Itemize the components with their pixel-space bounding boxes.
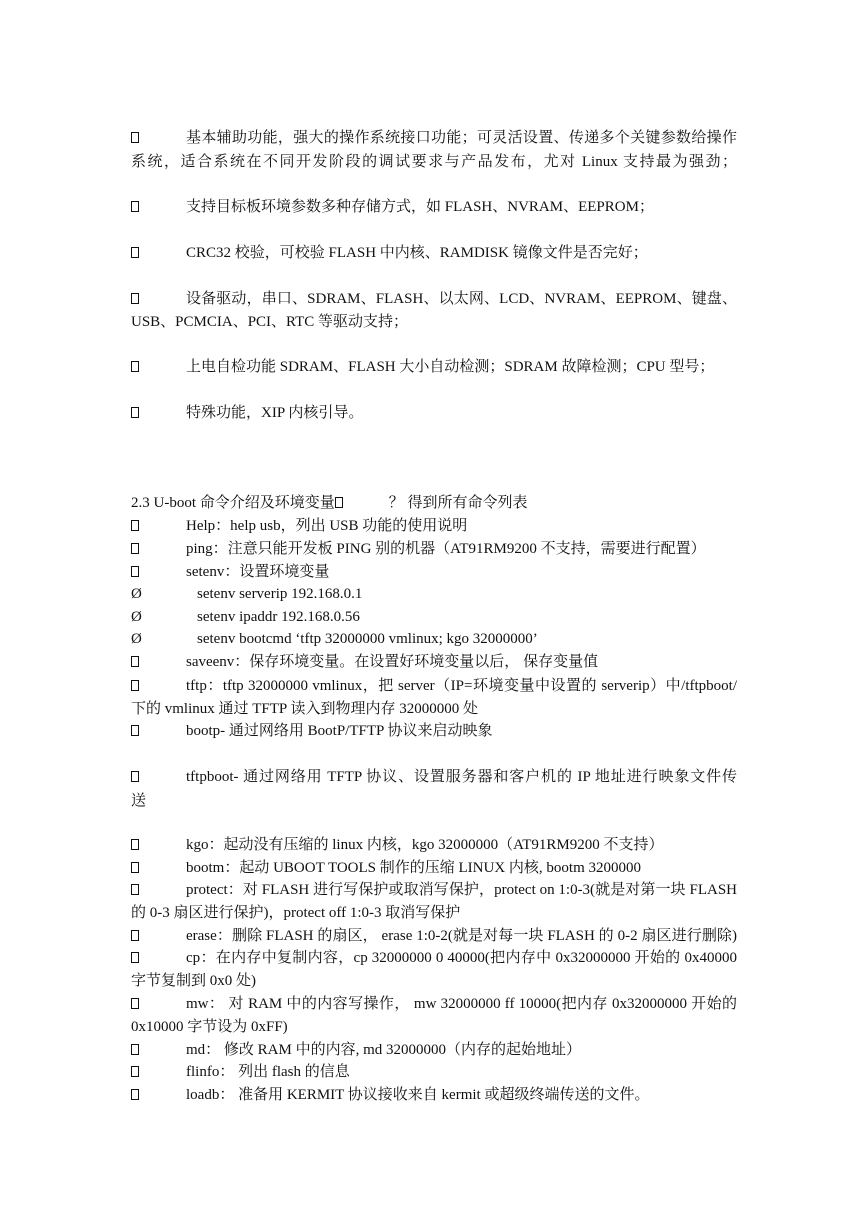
- bullet-square-icon: [131, 652, 139, 672]
- command-flinfo: flinfo： 列出 flash 的信息: [186, 1064, 350, 1080]
- bullet-square-icon: [131, 128, 139, 148]
- bullet-square-icon: [131, 948, 139, 968]
- command-setenv: setenv：设置环境变量: [186, 564, 330, 580]
- command-tftpboot-line-2: 送: [131, 793, 147, 809]
- setenv-example-2: setenv ipaddr 192.168.0.56: [197, 609, 360, 625]
- bullet-square-icon: [131, 357, 139, 377]
- bullet-square-icon: [131, 403, 139, 423]
- feature-item-1-line-2: 系统，适合系统在不同开发阶段的调试要求与产品发布，尤对 Linux 支持最为强劲；: [131, 154, 737, 170]
- command-tftpboot-line-1: tftpboot- 通过网络用 TFTP 协议、设置服务器和客户机的 IP 地址进行映象文件传: [186, 769, 737, 785]
- command-protect-line-2: 的 0-3 扇区进行保护)，protect off 1:0-3 取消写保护: [131, 905, 461, 921]
- bullet-square-icon: [131, 243, 139, 263]
- command-ping: ping：注意只能开发板 PING 别的机器（AT91RM9200 不支持，需要进行配置）: [186, 541, 706, 557]
- feature-item-3: CRC32 校验，可校验 FLASH 中内核、RAMDISK 镜像文件是否完好；: [186, 245, 648, 261]
- bullet-square-icon: [131, 994, 139, 1014]
- bullet-square-icon: [131, 516, 139, 536]
- feature-item-5: 上电自检功能 SDRAM、FLASH 大小自动检测；SDRAM 故障检测；CPU 型号；: [186, 359, 715, 375]
- bullet-square-icon: [131, 562, 139, 582]
- command-bootp: bootp- 通过网络用 BootP/TFTP 协议来启动映象: [186, 723, 493, 739]
- section-heading: [131, 493, 528, 513]
- command-protect-line-1: protect：对 FLASH 进行写保护或取消写保护，protect on 1:0-3(就是对第一块 FLASH: [186, 882, 737, 898]
- bullet-square-icon: [131, 197, 139, 217]
- command-md: md： 修改 RAM 中的内容, md 32000000（内存的起始地址）: [186, 1042, 582, 1058]
- command-kgo: kgo：起动没有压缩的 linux 内核，kgo 32000000（AT91RM9200 不支持）: [186, 837, 664, 853]
- bullet-square-icon: [131, 1040, 139, 1060]
- setenv-example-3: setenv bootcmd ‘tftp 32000000 vmlinux; kgo 32000000’: [197, 631, 538, 647]
- bullet-square-icon: [131, 858, 139, 878]
- feature-item-2: 支持目标板环境参数多种存储方式，如 FLASH、NVRAM、EEPROM；: [186, 199, 654, 215]
- section-heading-text: 2.3 U-boot 命令介绍及环境变量: [131, 495, 335, 511]
- section-heading-tail: ？ 得到所有命令列表: [388, 495, 528, 511]
- command-bootm: bootm：起动 UBOOT TOOLS 制作的压缩 LINUX 内核, bootm 3200000: [186, 860, 642, 876]
- feature-item-4-line-2: USB、PCMCIA、PCI、RTC 等驱动支持；: [131, 314, 409, 330]
- bullet-square-icon: [131, 1085, 139, 1105]
- command-erase: erase：删除 FLASH 的扇区， erase 1:0-2(就是对每一块 FLASH 的 0-2 扇区进行删除): [186, 928, 737, 944]
- arrow-marker-icon: Ø: [131, 609, 142, 625]
- bullet-square-icon: [131, 539, 139, 559]
- command-tftp-line-1: tftp：tftp 32000000 vmlinux，把 server（IP=环境变量中设置的 serverip）中/tftpboot/: [186, 678, 737, 694]
- feature-item-4-line-1: 设备驱动，串口、SDRAM、FLASH、以太网、LCD、NVRAM、EEPROM、键盘、: [186, 291, 737, 307]
- command-mw-line-2: 0x10000 字节设为 0xFF): [131, 1019, 288, 1035]
- command-mw-line-1: mw： 对 RAM 中的内容写操作， mw 32000000 ff 10000(把内存 0x32000000 开始的: [186, 996, 737, 1012]
- command-tftp-line-2: 下的 vmlinux 通过 TFTP 读入到物理内存 32000000 处: [131, 701, 478, 717]
- bullet-square-icon: [131, 835, 139, 855]
- bullet-square-icon: [131, 880, 139, 900]
- command-help: Help：help usb，列出 USB 功能的使用说明: [186, 518, 468, 534]
- bullet-square-icon: [131, 1062, 139, 1082]
- bullet-square-icon: [131, 676, 139, 696]
- command-cp-line-1: cp：在内存中复制内容，cp 32000000 0 40000(把内存中 0x32000000 开始的 0x40000: [186, 950, 737, 966]
- arrow-marker-icon: Ø: [131, 631, 142, 647]
- bullet-square-icon: [131, 926, 139, 946]
- command-saveenv: saveenv：保存环境变量。在设置好环境变量以后， 保存变量值: [186, 654, 599, 670]
- feature-item-6: 特殊功能，XIP 内核引导。: [186, 405, 364, 421]
- command-loadb: loadb： 准备用 KERMIT 协议接收来自 kermit 或超级终端传送的文件。: [186, 1087, 650, 1103]
- bullet-square-icon: [131, 289, 139, 309]
- setenv-example-1: setenv serverip 192.168.0.1: [197, 586, 363, 602]
- bullet-square-icon: [131, 721, 139, 741]
- bullet-square-icon: [335, 497, 343, 508]
- arrow-marker-icon: Ø: [131, 586, 142, 602]
- feature-item-1-line-1: 基本辅助功能，强大的操作系统接口功能；可灵活设置、传递多个关键参数给操作: [186, 130, 737, 146]
- bullet-square-icon: [131, 767, 139, 787]
- command-cp-line-2: 字节复制到 0x0 处): [131, 973, 256, 989]
